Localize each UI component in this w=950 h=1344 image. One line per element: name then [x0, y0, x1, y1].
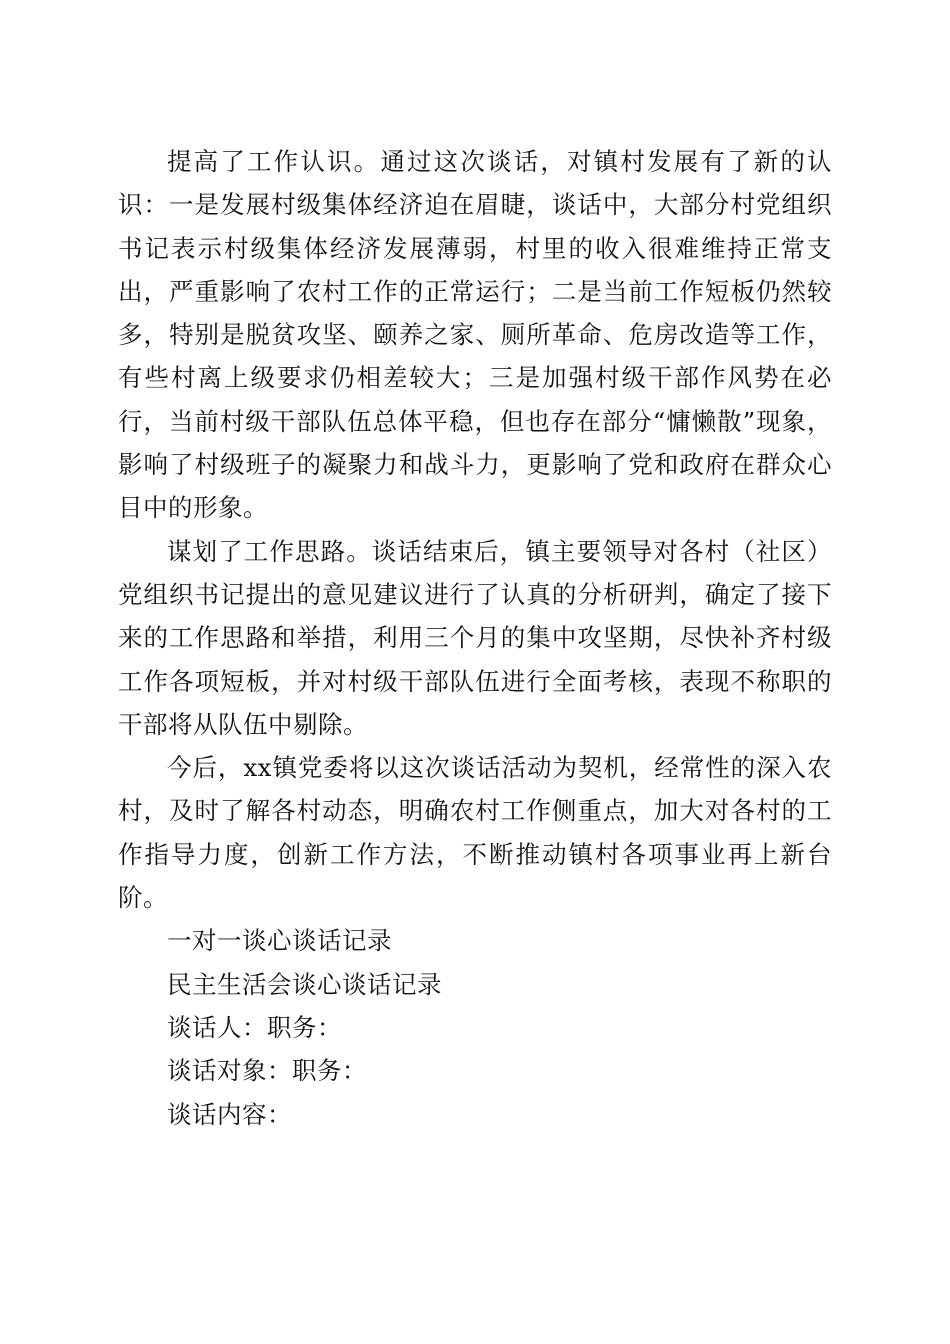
paragraph-future: 今后，xx镇党委将以这次谈话活动为契机，经常性的深入农村，及时了解各村动态，明确农村工作侧重点，加大对各村的工作指导力度，创新工作方法，不断推动镇村各项事业再上新台阶。 [118, 753, 832, 913]
paragraph-work-plan: 谋划了工作思路。谈话结束后，镇主要领导对各村（社区）党组织书记提出的意见建议进行了认真的分析研判，确定了接下来的工作思路和举措，利用三个月的集中攻坚期，尽快补齐村级工作各项短板，并对村级干部队伍进行全面考核，表现不称职的干部将从队伍中剔除。 [118, 536, 832, 739]
field-talker: 谈话人：职务： [167, 1012, 342, 1042]
field-talk-target: 谈话对象：职务： [167, 1056, 367, 1086]
document-body [118, 140, 832, 1136]
paragraph-work-understanding: 提高了工作认识。通过这次谈话，对镇村发展有了新的认识：一是发展村级集体经济迫在眉睫，谈话中，大部分村党组织书记表示村级集体经济发展薄弱，村里的收入很难维持正常支出，严重影响了农村工作的正常运行；二是当前工作短板仍然较多，特别是脱贫攻坚、颐养之家、厕所革命、危房改造等工作，有些村离上级要求仍相差较大；三是加强村级干部作风势在必行，当前村级干部队伍总体平稳，但也存在部分“慵懒散”现象，影响了村级班子的凝聚力和战斗力，更影响了党和政府在群众心目中的形象。 [118, 147, 832, 523]
heading-one-on-one-record: 一对一谈心谈话记录 [167, 926, 392, 956]
field-talk-content: 谈话内容： [167, 1099, 292, 1129]
heading-democratic-life-record: 民主生活会谈心谈话记录 [167, 969, 442, 999]
